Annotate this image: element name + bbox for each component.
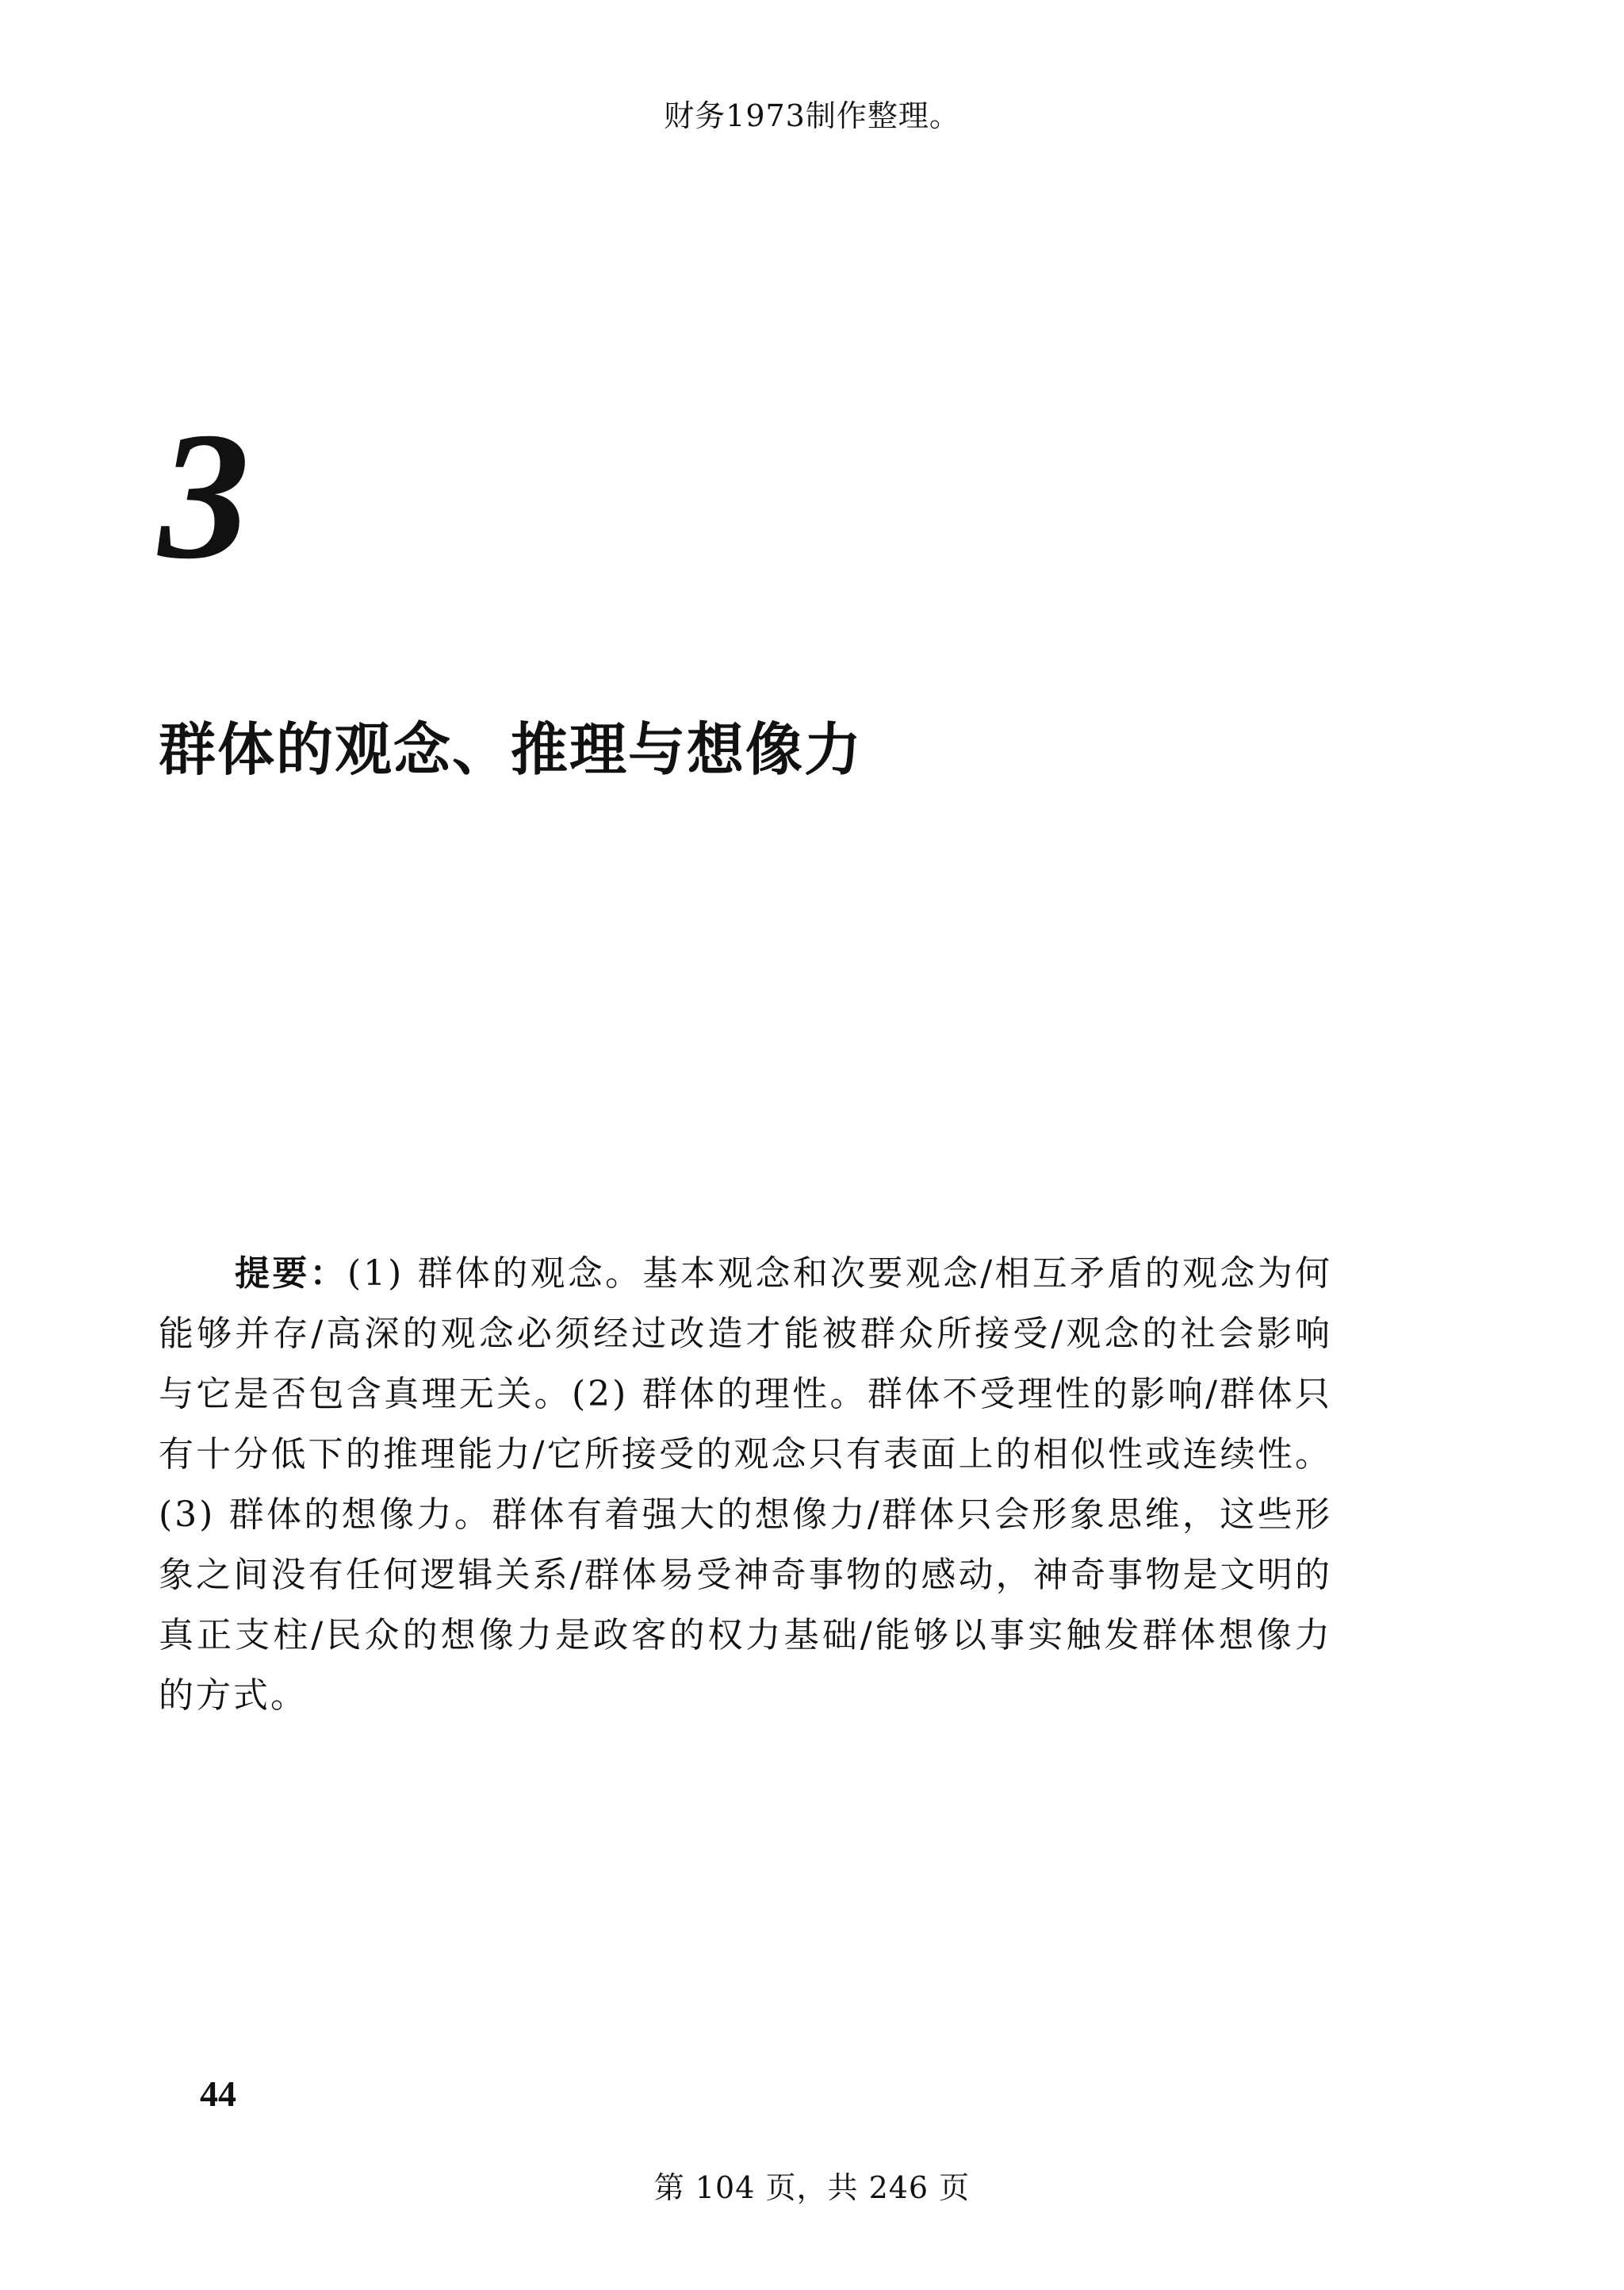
chapter-number: 3: [159, 394, 250, 596]
header-note: 财务1973制作整理。: [664, 98, 960, 133]
chapter-abstract: [159, 1244, 1332, 1726]
chapter-title: 群体的观念、推理与想像力: [159, 716, 864, 783]
page-number: 44: [200, 2073, 236, 2114]
abstract-label: 提要：: [235, 1253, 347, 1294]
footer-page-indicator: 第 104 页，共 246 页: [653, 2170, 971, 2205]
abstract-text: (1) 群体的观念。基本观念和次要观念/相互矛盾的观念为何能够并存/高深的观念必须经过改造才能被群众所接受/观念的社会影响与它是否包含真理无关。(2) 群体的理性。群体不受理性的影响/群体只有十分低下的推理能力/它所接受的观念只有表面上的相似性或连续性。(3) 群体的想像力。群体有着强大的想像力/群体只会形象思维，这些形象之间没有任何逻辑关系/群体易受神奇事物的感动，神奇事物是文明的真正支柱/民众的想像力是政客的权力基础/能够以事实触发群体想像力的方式。: [159, 1253, 1332, 1716]
